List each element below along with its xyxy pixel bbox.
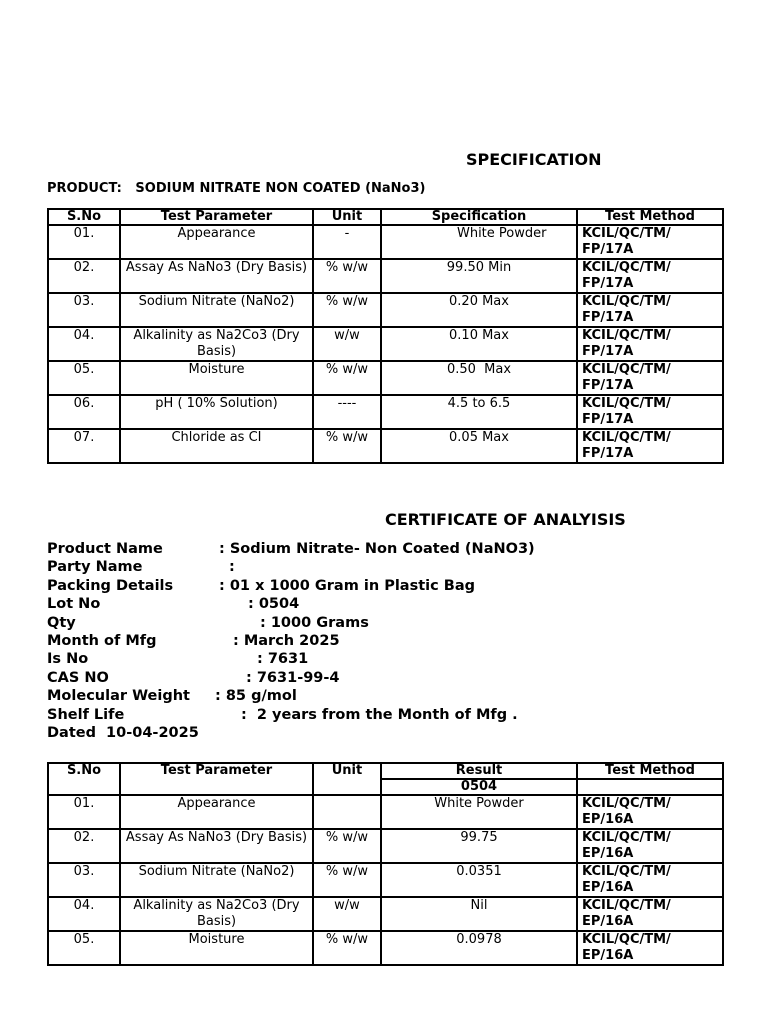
table-row (48, 429, 723, 463)
spec-title: SPECIFICATION (466, 150, 602, 169)
cell-result: Nil (381, 897, 577, 931)
product-line: PRODUCT: SODIUM NITRATE NON COATED (NaNo3) (47, 181, 426, 196)
field-label: Is No (47, 651, 89, 668)
table-row (48, 395, 723, 429)
header-test-parameter: Test Parameter (120, 763, 313, 795)
header-unit: Unit (313, 763, 381, 795)
cell-sno: 05. (48, 361, 120, 395)
cell-test-method: KCIL/QC/TM/ FP/17A (577, 259, 723, 293)
cell-test-method: KCIL/QC/TM/ FP/17A (577, 293, 723, 327)
cell-specification: 0.05 Max (381, 429, 577, 463)
cell-sno: 02. (48, 829, 120, 863)
cell-test-method: KCIL/QC/TM/ FP/17A (577, 327, 723, 361)
cell-specification: 0.50 Max (381, 361, 577, 395)
field-value: : Sodium Nitrate- Non Coated (NaNO3) (219, 541, 535, 557)
cell-test-parameter: pH ( 10% Solution) (120, 395, 313, 429)
cell-unit: ---- (313, 395, 381, 429)
cell-test-method: KCIL/QC/TM/ FP/17A (577, 395, 723, 429)
cell-result: 99.75 (381, 829, 577, 863)
results-header-row (48, 763, 723, 779)
cell-unit: w/w (313, 327, 381, 361)
cell-test-method: KCIL/QC/TM/ FP/17A (577, 429, 723, 463)
table-row (48, 293, 723, 327)
cell-test-parameter: Moisture (120, 931, 313, 965)
cell-result: White Powder (381, 795, 577, 829)
table-row (48, 225, 723, 259)
field-value: : 7631 (257, 651, 309, 668)
cell-specification: 99.50 Min (381, 259, 577, 293)
cell-unit: % w/w (313, 863, 381, 897)
cell-unit: % w/w (313, 429, 381, 463)
field-value: : 2 years from the Month of Mfg . (241, 706, 518, 723)
specification-table (47, 208, 724, 464)
field-label: CAS NO (47, 669, 109, 686)
field-label: Party Name (47, 559, 143, 576)
empty-header-cell (577, 779, 723, 795)
table-row (48, 361, 723, 395)
coa-title: CERTIFICATE OF ANALYISIS (385, 510, 626, 529)
cell-test-parameter: Sodium Nitrate (NaNo2) (120, 863, 313, 897)
table-row (48, 327, 723, 361)
field-value: : (229, 559, 235, 576)
cell-unit: % w/w (313, 361, 381, 395)
results-table (47, 762, 724, 966)
field-label: Product Name (47, 541, 163, 557)
field-value: : 01 x 1000 Gram in Plastic Bag (219, 577, 475, 594)
cell-specification: 4.5 to 6.5 (381, 395, 577, 429)
cell-test-parameter: Alkalinity as Na2Co3 (Dry Basis) (120, 327, 313, 361)
cell-test-method: KCIL/QC/TM/ EP/16A (577, 931, 723, 965)
cell-sno: 04. (48, 897, 120, 931)
header-test-method: Test Method (577, 763, 723, 779)
cell-sno: 06. (48, 395, 120, 429)
table-row (48, 829, 723, 863)
table-row (48, 259, 723, 293)
header-test-method: Test Method (577, 209, 723, 225)
cell-sno: 04. (48, 327, 120, 361)
field-value: : 1000 Grams (260, 614, 369, 631)
cell-unit: % w/w (313, 829, 381, 863)
cell-sno: 02. (48, 259, 120, 293)
cell-test-parameter: Appearance (120, 225, 313, 259)
field-label: Qty (47, 614, 76, 631)
cell-test-method: KCIL/QC/TM/ EP/16A (577, 795, 723, 829)
cell-specification: White Powder (381, 225, 577, 259)
cell-sno: 01. (48, 225, 120, 259)
cell-sno: 03. (48, 293, 120, 327)
field-label: Lot No (47, 596, 101, 613)
cell-unit: % w/w (313, 931, 381, 965)
field-label: Molecular Weight (47, 688, 190, 705)
cell-unit: % w/w (313, 259, 381, 293)
cell-specification: 0.20 Max (381, 293, 577, 327)
field-value: : March 2025 (233, 632, 340, 649)
cell-unit: w/w (313, 897, 381, 931)
header-sno: S.No (48, 763, 120, 795)
spec-header-row (48, 209, 723, 225)
cell-test-parameter: Assay As NaNo3 (Dry Basis) (120, 259, 313, 293)
field-value: : 85 g/mol (215, 688, 297, 705)
cell-sno: 01. (48, 795, 120, 829)
field-label: Packing Details (47, 577, 174, 594)
field-label: Shelf Life (47, 706, 125, 723)
header-test-parameter: Test Parameter (120, 209, 313, 225)
cell-result: 0.0351 (381, 863, 577, 897)
header-result: Result (381, 763, 577, 779)
header-sno: S.No (48, 209, 120, 225)
cell-test-parameter: Assay As NaNo3 (Dry Basis) (120, 829, 313, 863)
cell-test-parameter: Alkalinity as Na2Co3 (Dry Basis) (120, 897, 313, 931)
field-value: : 0504 (248, 596, 300, 613)
field-value: : 7631-99-4 (246, 669, 340, 686)
lot-number-header: 0504 (381, 779, 577, 795)
cell-test-method: KCIL/QC/TM/ FP/17A (577, 361, 723, 395)
cell-specification: 0.10 Max (381, 327, 577, 361)
header-unit: Unit (313, 209, 381, 225)
cell-test-parameter: Sodium Nitrate (NaNo2) (120, 293, 313, 327)
cell-unit (313, 795, 381, 829)
cell-test-method: KCIL/QC/TM/ EP/16A (577, 863, 723, 897)
cell-sno: 07. (48, 429, 120, 463)
cell-test-parameter: Chloride as CI (120, 429, 313, 463)
cell-test-parameter: Appearance (120, 795, 313, 829)
table-row (48, 931, 723, 965)
field-label: Month of Mfg (47, 632, 157, 649)
cell-test-parameter: Moisture (120, 361, 313, 395)
table-row (48, 863, 723, 897)
cell-test-method: KCIL/QC/TM/ FP/17A (577, 225, 723, 259)
cell-unit: - (313, 225, 381, 259)
cell-test-method: KCIL/QC/TM/ EP/16A (577, 897, 723, 931)
table-row (48, 897, 723, 931)
table-row (48, 795, 723, 829)
cell-sno: 03. (48, 863, 120, 897)
header-specification: Specification (381, 209, 577, 225)
cell-sno: 05. (48, 931, 120, 965)
cell-test-method: KCIL/QC/TM/ EP/16A (577, 829, 723, 863)
cell-result: 0.0978 (381, 931, 577, 965)
dated-line: Dated 10-04-2025 (47, 724, 199, 741)
cell-unit: % w/w (313, 293, 381, 327)
